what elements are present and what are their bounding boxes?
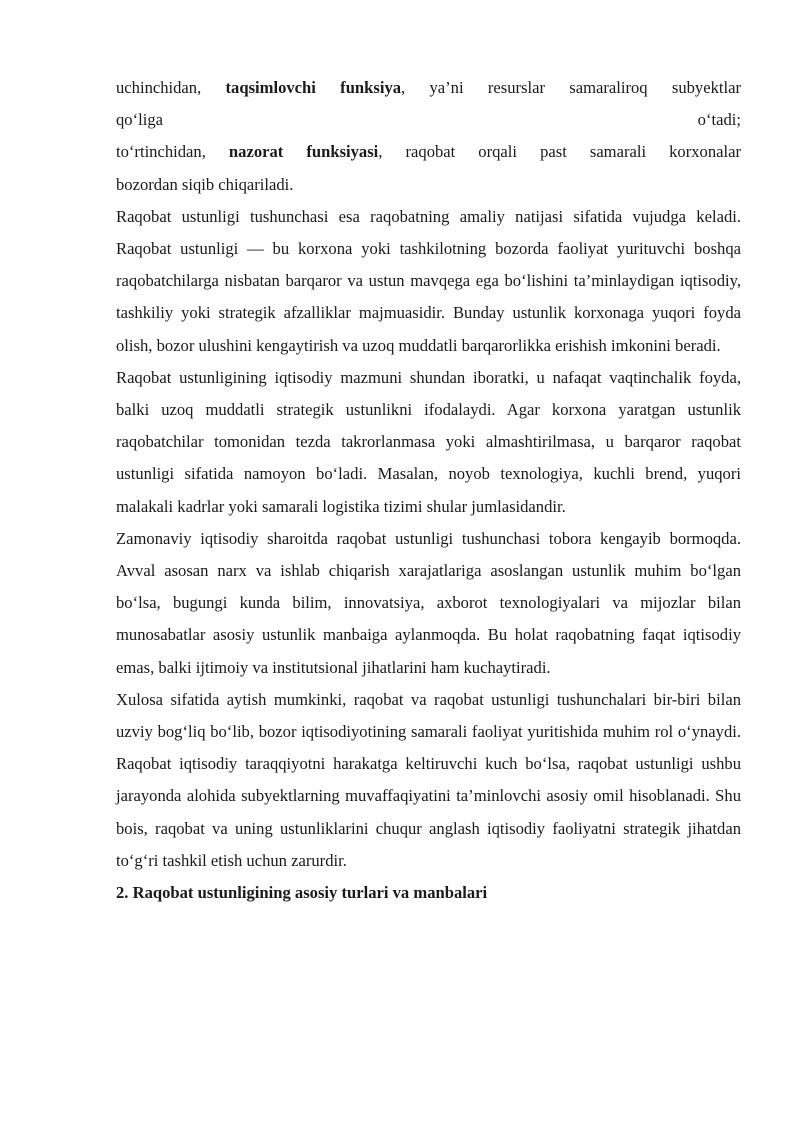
bold-term-distribution-function: taqsimlovchi funksiya — [225, 78, 402, 97]
bold-term-control-function: nazorat funksiyasi — [228, 142, 379, 162]
intro-text: , raqobat orqali past samarali korxonalar — [378, 142, 741, 162]
intro-line-4: bozordan siqib chiqariladi. — [116, 174, 294, 194]
document-page — [116, 72, 741, 909]
intro-line-1 — [116, 72, 741, 104]
paragraph-conclusion: Xulosa sifatida aytish mumkinki, raqobat va raqobat ustunligi tushunchalari bir-biri bilan uzviy bog‘liq bo‘lib, bozor iqtisodiyotining samarali faoliyat yuritishida muhim rol o‘ynaydi. Raqobat iqtisodiy taraqqiyotni harakatga keltiruvchi kuch bo‘lsa, raqobat ustunligi ushbu jarayonda alohida subyektlarning muvaffaqiyatini ta’minlovchi asosiy omil hisoblanadi. Shu bois, raqobat va uning ustunliklarini chuqur anglash iqtisodiy faoliyatni strategik jihatdan to‘g‘ri tashkil etish uchun zarurdir. — [116, 689, 741, 870]
intro-text: uchinchidan, — [116, 78, 226, 97]
intro-text: qo‘liga — [116, 110, 164, 130]
intro-line-3 — [116, 136, 741, 168]
section-heading: 2. Raqobat ustunligining asosiy turlari va manbalari — [116, 883, 488, 903]
paragraph-economic-meaning: Raqobat ustunligining iqtisodiy mazmuni shundan iboratki, u nafaqat vaqtinchalik foyda, balki uzoq muddatli strategik ustunlikni ifodalaydi. Agar korxona yaratgan ustunlik raqobatchilar tomonidan tezda takrorlanmasa yoki almashtirilmasa, u barqaror raqobat ustunligi sifatida namoyon bo‘ladi. Masalan, noyob texnologiya, kuchli brend, yuqori malakali kadrlar yoki samarali logistika tizimi shular jumlasidandir. — [116, 367, 741, 516]
intro-text: , ya’ni resurslar samaraliroq subyektlar — [401, 78, 741, 97]
paragraph-competitive-advantage-definition: Raqobat ustunligi tushunchasi esa raqobatning amaliy natijasi sifatida vujudga keladi. Raqobat ustunligi — bu korxona yoki tashkilotning bozorda faoliyat yurituvchi boshqa raqobatchilarga nisbatan barqaror va ustun mavqega ega bo‘lishini ta’minlaydigan iqtisodiy, tashkiliy yoki strategik afzalliklar majmuasidir. Bunday ustunlik korxonaga yuqori foyda olish, bozor ulushini kengaytirish va uzoq muddatli barqarorlikka erishish imkonini beradi. — [116, 206, 741, 355]
paragraph-modern-conditions: Zamonaviy iqtisodiy sharoitda raqobat ustunligi tushunchasi tobora kengayib bormoqda. Avval asosan narx va ishlab chiqarish xarajatlariga asoslangan ustunlik muhim bo‘lgan bo‘lsa, bugungi kunda bilim, innovatsiya, axborot texnologiyalari va mijozlar bilan munosabatlar asosiy ustunlik manbaiga aylanmoqda. Bu holat raqobatning faqat iqtisodiy emas, balki ijtimoiy va institutsional jihatlarini ham kuchaytiradi. — [116, 528, 741, 677]
intro-line-2 — [116, 104, 741, 136]
intro-text: to‘rtinchidan, — [116, 142, 229, 162]
intro-text: o‘tadi; — [697, 110, 741, 130]
